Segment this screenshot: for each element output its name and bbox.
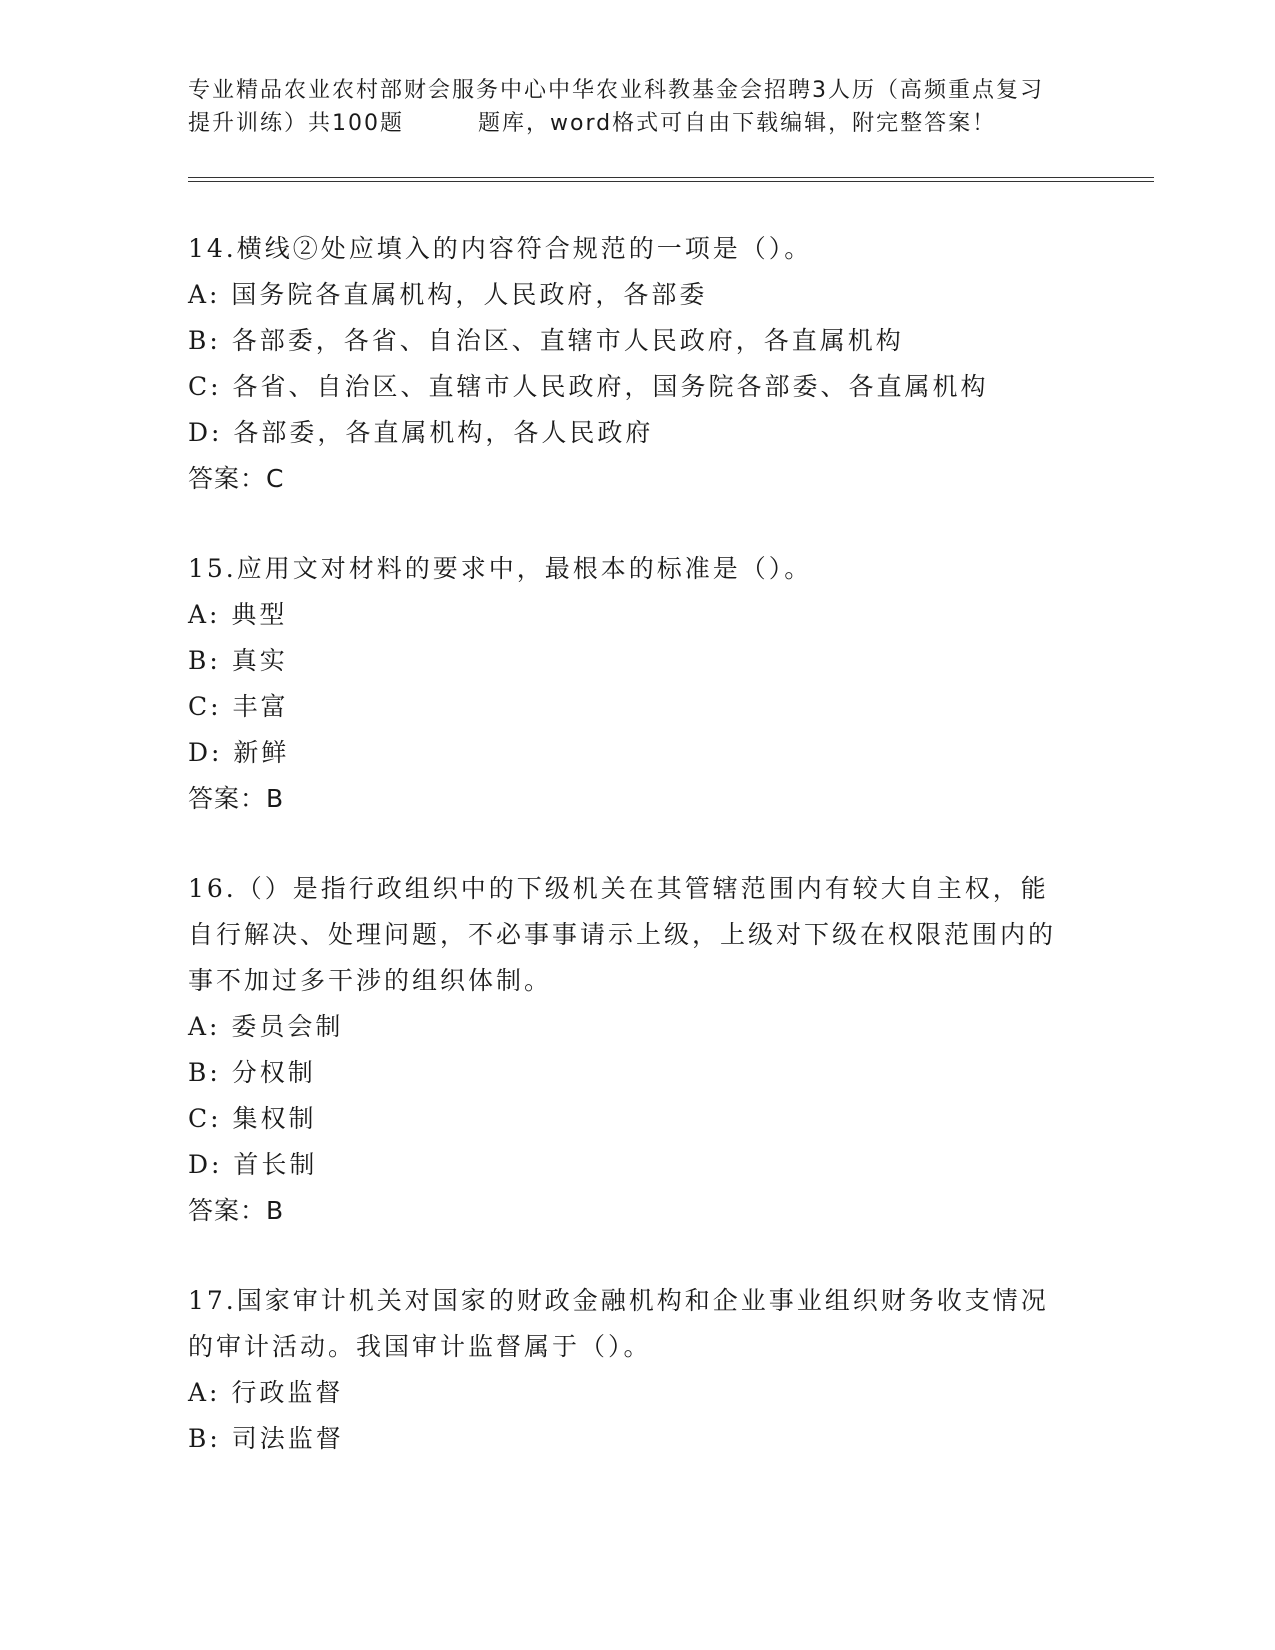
- option-a: A: 委员会制: [188, 1012, 344, 1041]
- option-b: B: 分权制: [188, 1058, 316, 1087]
- option-c: C: 丰富: [188, 692, 289, 721]
- option-d: D: 新鲜: [188, 738, 290, 767]
- question-stem: 15.应用文对材料的要求中，最根本的标准是（）。: [188, 554, 813, 583]
- option-a: A: 行政监督: [188, 1378, 344, 1407]
- option-b: B: 真实: [188, 646, 288, 675]
- document-header: [188, 74, 1088, 140]
- question-list: [188, 226, 1088, 1462]
- question-16: [188, 866, 1088, 1234]
- question-stem: 14.横线②处应填入的内容符合规范的一项是（）。: [188, 234, 813, 263]
- option-d: D: 各部委，各直属机构，各人民政府: [188, 418, 654, 447]
- option-a: A: 典型: [188, 600, 288, 629]
- answer-line: 答案：C: [188, 464, 285, 493]
- answer-line: 答案：B: [188, 784, 285, 813]
- question-14: [188, 226, 1088, 502]
- header-line-2-left: 提升训练）共100题: [188, 111, 404, 136]
- header-line-2-right: 题库，word格式可自由下载编辑，附完整答案！: [478, 111, 997, 136]
- question-stem: 17.国家审计机关对国家的财政金融机构和企业事业组织财务收支情况的审计活动。我国审计监督属于（）。: [188, 1286, 1049, 1361]
- header-divider-top: [188, 177, 1154, 178]
- option-c: C: 集权制: [188, 1104, 317, 1133]
- option-c: C: 各省、自治区、直辖市人民政府，国务院各部委、各直属机构: [188, 372, 989, 401]
- option-a: A: 国务院各直属机构，人民政府，各部委: [188, 280, 708, 309]
- answer-line: 答案：B: [188, 1196, 285, 1225]
- option-b: B: 各部委，各省、自治区、直辖市人民政府，各直属机构: [188, 326, 904, 355]
- header-line-2: [188, 107, 1088, 140]
- option-b: B: 司法监督: [188, 1424, 344, 1453]
- header-line-1: 专业精品农业农村部财会服务中心中华农业科教基金会招聘3人历（高频重点复习: [188, 78, 1044, 103]
- header-divider-bottom: [188, 181, 1154, 182]
- question-15: [188, 546, 1088, 822]
- question-17: [188, 1278, 1088, 1462]
- question-stem: 16.（）是指行政组织中的下级机关在其管辖范围内有较大自主权，能自行解决、处理问题，不必事事请示上级，上级对下级在权限范围内的事不加过多干涉的组织体制。: [188, 874, 1057, 995]
- option-d: D: 首长制: [188, 1150, 318, 1179]
